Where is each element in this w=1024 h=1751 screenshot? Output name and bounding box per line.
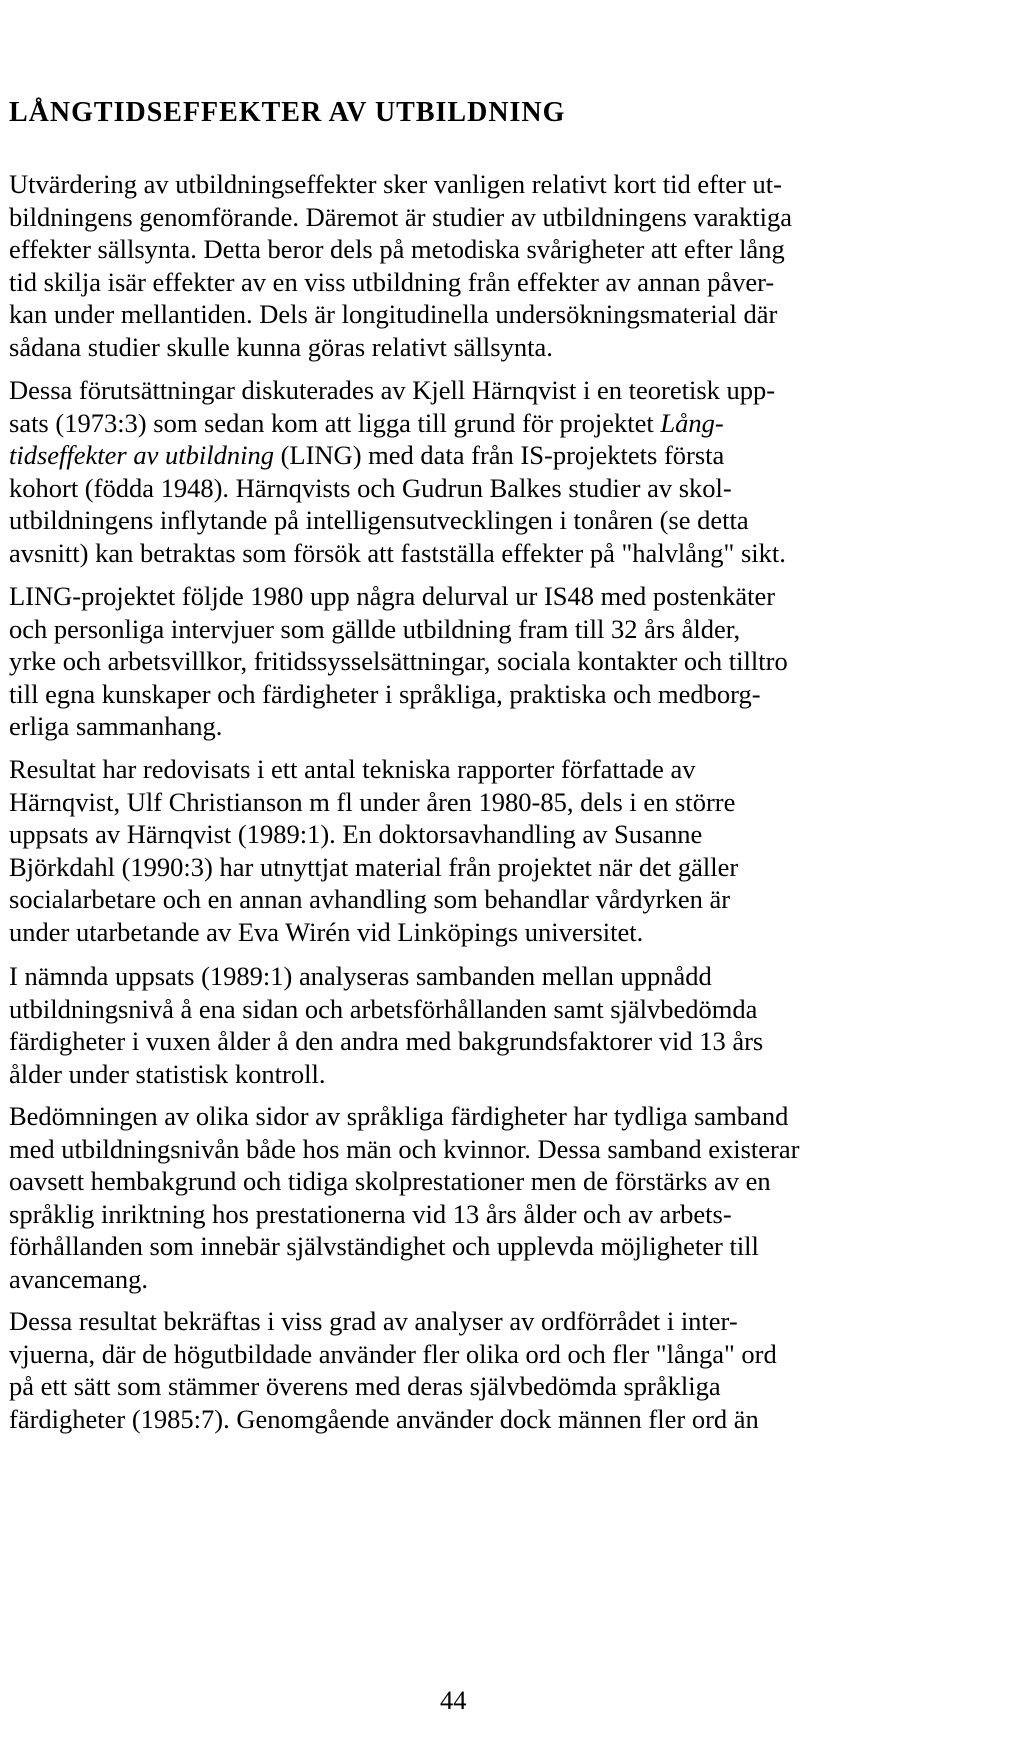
text-line: på ett sätt som stämmer överens med deras självbedömda språkliga bbox=[9, 1371, 721, 1402]
text-line: LING-projektet följde 1980 upp några delurval ur IS48 med postenkäter bbox=[9, 581, 776, 611]
text-line: erliga sammanhang. bbox=[9, 711, 223, 742]
text-line: utbildningens inflytande på intelligensutvecklingen i tonåren (se detta bbox=[9, 505, 749, 536]
text-line: avsnitt) kan betraktas som försök att fastställa effekter på "halvlång" sikt. bbox=[9, 537, 786, 568]
paragraph-1 bbox=[9, 168, 909, 364]
text-line: effekter sällsynta. Detta beror dels på metodiska svårigheter att efter lång bbox=[9, 234, 785, 265]
text-line: under utarbetande av Eva Wirén vid Linköpings universitet. bbox=[9, 916, 644, 947]
text-line: med utbildningsnivån både hos män och kvinnor. Dessa samband existerar bbox=[9, 1133, 800, 1164]
paragraph-7 bbox=[9, 1305, 909, 1435]
text-line: socialarbetare och en annan avhandling som behandlar vårdyrken är bbox=[9, 884, 731, 915]
text-line: Utvärdering av utbildningseffekter sker vanligen relativt kort tid efter ut- bbox=[9, 169, 782, 199]
paragraph-3 bbox=[9, 580, 909, 743]
text-line: kohort (födda 1948). Härnqvists och Gudrun Balkes studier av skol- bbox=[9, 472, 732, 503]
text-run: (LING) med data från IS-projektets första bbox=[273, 440, 725, 471]
text-line: I nämnda uppsats (1989:1) analyseras sambanden mellan uppnådd bbox=[9, 961, 712, 991]
text-line: bildningens genomförande. Däremot är studier av utbildningens varaktiga bbox=[9, 201, 793, 232]
text-line: sådana studier skulle kunna göras relativt sällsynta. bbox=[9, 331, 553, 362]
text-line: Härnqvist, Ulf Christianson m fl under åren 1980-85, dels i en större bbox=[9, 786, 736, 817]
text-line: färdigheter (1985:7). Genomgående använder dock männen fler ord än bbox=[9, 1403, 759, 1434]
text-line: Dessa förutsättningar diskuterades av Kjell Härnqvist i en teoretisk upp- bbox=[9, 375, 776, 405]
text-line: avancemang. bbox=[9, 1263, 149, 1294]
paragraph-6 bbox=[9, 1100, 909, 1296]
text-line: språklig inriktning hos prestationerna vid 13 års ålder och av arbets- bbox=[9, 1198, 732, 1229]
text-run: sats (1973:3) som sedan kom att ligga till grund för projektet bbox=[9, 407, 661, 438]
text-line: Bedömningen av olika sidor av språkliga färdigheter har tydliga samband bbox=[9, 1101, 789, 1131]
text-line: Björkdahl (1990:3) har utnyttjat material från projektet när det gäller bbox=[9, 851, 739, 882]
section-heading: LÅNGTIDSEFFEKTER AV UTBILDNING bbox=[9, 97, 566, 128]
text-line: uppsats av Härnqvist (1989:1). En doktorsavhandling av Susanne bbox=[9, 819, 703, 850]
text-line: färdigheter i vuxen ålder å den andra med bakgrundsfaktorer vid 13 års bbox=[9, 1026, 764, 1057]
project-title-italic: Lång- bbox=[660, 407, 724, 438]
paragraph-5 bbox=[9, 960, 909, 1090]
text-line: yrke och arbetsvillkor, fritidssysselsättningar, sociala kontakter och tilltro bbox=[9, 646, 788, 677]
text-line bbox=[9, 407, 909, 440]
text-line: till egna kunskaper och färdigheter i språkliga, praktiska och medborg- bbox=[9, 678, 761, 709]
text-line: oavsett hembakgrund och tidiga skolprestationer men de förstärks av en bbox=[9, 1166, 771, 1197]
paragraph-4 bbox=[9, 753, 909, 949]
project-title-italic: tidseffekter av utbildning bbox=[9, 440, 274, 471]
page-number: 44 bbox=[440, 1685, 467, 1715]
text-line: vjuerna, där de högutbildade använder fler olika ord och fler "långa" ord bbox=[9, 1338, 777, 1369]
text-line: Resultat har redovisats i ett antal tekniska rapporter författade av bbox=[9, 754, 696, 784]
text-line: ålder under statistisk kontroll. bbox=[9, 1058, 326, 1089]
paragraph-2 bbox=[9, 374, 909, 570]
text-line: utbildningsnivå å ena sidan och arbetsförhållanden samt självbedömda bbox=[9, 993, 758, 1024]
text-line bbox=[9, 439, 909, 472]
text-line: och personliga intervjuer som gällde utbildning fram till 32 års ålder, bbox=[9, 613, 741, 644]
text-line: kan under mellantiden. Dels är longitudinella undersökningsmaterial där bbox=[9, 299, 778, 330]
text-line: förhållanden som innebär självständighet och upplevda möjligheter till bbox=[9, 1231, 759, 1262]
text-line: tid skilja isär effekter av en viss utbildning från effekter av annan påver- bbox=[9, 266, 775, 297]
text-line: Dessa resultat bekräftas i viss grad av analyser av ordförrådet i inter- bbox=[9, 1306, 738, 1336]
